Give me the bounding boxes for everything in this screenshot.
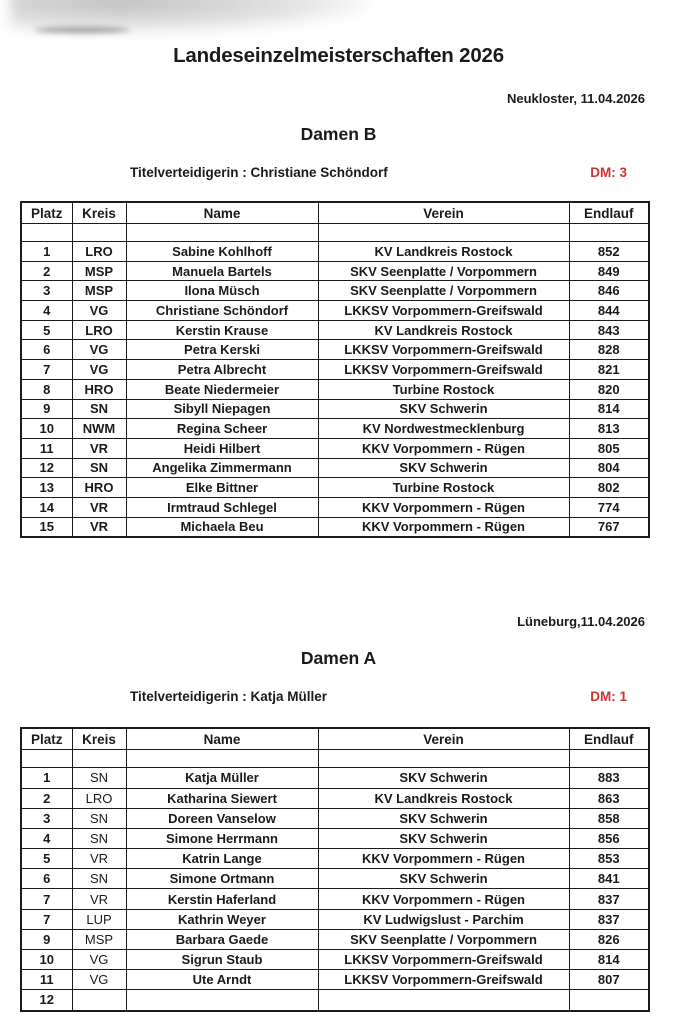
endlauf-cell: 843 [569,320,649,340]
table-row [21,828,649,848]
name-cell: Kathrin Weyer [126,909,318,929]
platz-cell: 10 [21,950,72,970]
platz-cell: 9 [21,399,72,419]
verein-cell: SKV Seenplatte / Vorpommern [318,929,569,949]
kreis-cell: SN [72,808,126,828]
section-heading: Damen B [300,124,377,144]
verein-cell: SKV Schwerin [318,399,569,419]
dm-count: DM: 1 [590,689,627,705]
name-cell: Ilona Müsch [126,281,318,301]
spacer-cell [21,224,72,242]
endlauf-cell: 863 [569,788,649,808]
endlauf-cell: 853 [569,849,649,869]
platz-cell: 7 [21,889,72,909]
endlauf-cell: 802 [569,478,649,498]
kreis-cell: VR [72,438,126,458]
platz-cell: 12 [21,458,72,478]
column-header: Platz [21,202,72,224]
kreis-cell: VG [72,360,126,380]
table-row [21,399,649,419]
platz-cell: 7 [21,909,72,929]
kreis-cell: VG [72,950,126,970]
platz-cell: 4 [21,828,72,848]
verein-cell: KV Landkreis Rostock [318,242,569,262]
document-title: Landeseinzelmeisterschaften 2026 [173,44,504,67]
titleholder-label: Titelverteidigerin : Katja Müller [130,689,328,705]
platz-cell: 2 [21,261,72,281]
verein-cell: KV Nordwestmecklenburg [318,419,569,439]
platz-cell: 5 [21,849,72,869]
kreis-cell: HRO [72,478,126,498]
table-row [21,768,649,788]
table-row [21,438,649,458]
column-header: Endlauf [569,202,649,224]
table-row [21,909,649,929]
kreis-cell: MSP [72,929,126,949]
platz-cell: 11 [21,970,72,990]
verein-cell: SKV Schwerin [318,808,569,828]
endlauf-cell: 837 [569,889,649,909]
table-row [21,360,649,380]
column-header: Name [126,728,318,750]
header-row [21,202,649,224]
endlauf-cell [569,990,649,1011]
column-header: Verein [318,202,569,224]
titleholder-row [0,689,677,704]
name-cell: Petra Kerski [126,340,318,360]
column-header: Kreis [72,202,126,224]
platz-cell: 10 [21,419,72,439]
endlauf-cell: 813 [569,419,649,439]
platz-cell: 14 [21,497,72,517]
endlauf-cell: 805 [569,438,649,458]
verein-cell: KKV Vorpommern - Rügen [318,438,569,458]
endlauf-cell: 837 [569,909,649,929]
verein-cell: KKV Vorpommern - Rügen [318,517,569,537]
results-table-damen-a [20,727,650,1011]
platz-cell: 3 [21,281,72,301]
kreis-cell: SN [72,828,126,848]
platz-cell: 1 [21,242,72,262]
kreis-cell: HRO [72,379,126,399]
table-row [21,320,649,340]
platz-cell: 8 [21,379,72,399]
platz-cell: 13 [21,478,72,498]
column-header: Endlauf [569,728,649,750]
kreis-cell: SN [72,869,126,889]
kreis-cell: LRO [72,788,126,808]
kreis-cell: VR [72,849,126,869]
name-cell: Elke Bittner [126,478,318,498]
table-row [21,340,649,360]
verein-cell: KV Ludwigslust - Parchim [318,909,569,929]
section-damen-b [0,92,677,538]
name-cell: Katharina Siewert [126,788,318,808]
platz-cell: 1 [21,768,72,788]
table-row [21,950,649,970]
location-date: Lüneburg,11.04.2026 [517,614,645,630]
platz-cell: 2 [21,788,72,808]
titleholder-label: Titelverteidigerin : Christiane Schöndorf [130,165,388,180]
name-cell: Barbara Gaede [126,929,318,949]
table-row [21,261,649,281]
table-row [21,788,649,808]
table-row [21,419,649,439]
platz-cell: 7 [21,360,72,380]
platz-cell: 5 [21,320,72,340]
verein-cell: SKV Seenplatte / Vorpommern [318,261,569,281]
verein-cell [318,990,569,1011]
kreis-cell: MSP [72,261,126,281]
endlauf-cell: 846 [569,281,649,301]
spacer-cell [126,750,318,768]
kreis-cell: SN [72,458,126,478]
results-table-damen-b [20,201,650,538]
column-header: Kreis [72,728,126,750]
location-date: Neukloster, 11.04.2026 [506,91,645,106]
spacer-cell [318,224,569,242]
table-row [21,849,649,869]
endlauf-cell: 844 [569,301,649,321]
kreis-cell: SN [72,768,126,788]
name-cell: Katja Müller [126,768,318,788]
table-row [21,889,649,909]
name-cell: Sabine Kohlhoff [126,242,318,262]
verein-cell: LKKSV Vorpommern-Greifswald [318,950,569,970]
spacer-cell [569,224,649,242]
endlauf-cell: 826 [569,929,649,949]
table-row [21,990,649,1011]
platz-cell: 6 [21,869,72,889]
kreis-cell: LRO [72,242,126,262]
spacer-cell [318,750,569,768]
table-row [21,478,649,498]
endlauf-cell: 814 [569,950,649,970]
verein-cell: SKV Schwerin [318,869,569,889]
endlauf-cell: 804 [569,458,649,478]
platz-cell: 3 [21,808,72,828]
spacer-cell [72,224,126,242]
endlauf-cell: 774 [569,497,649,517]
platz-cell: 6 [21,340,72,360]
section-heading: Damen A [300,648,377,669]
spacer-row [21,224,649,242]
name-cell: Ute Arndt [126,970,318,990]
column-header: Name [126,202,318,224]
verein-cell: LKKSV Vorpommern-Greifswald [318,360,569,380]
table-row [21,458,649,478]
table-row [21,379,649,399]
endlauf-cell: 828 [569,340,649,360]
endlauf-cell: 814 [569,399,649,419]
endlauf-cell: 856 [569,828,649,848]
verein-cell: Turbine Rostock [318,478,569,498]
name-cell: Simone Ortmann [126,869,318,889]
verein-cell: KV Landkreis Rostock [318,320,569,340]
name-cell: Regina Scheer [126,419,318,439]
platz-cell: 12 [21,990,72,1011]
verein-cell: SKV Schwerin [318,768,569,788]
name-cell [126,990,318,1011]
name-cell: Sigrun Staub [126,950,318,970]
table-row [21,281,649,301]
name-cell: Heidi Hilbert [126,438,318,458]
kreis-cell: LUP [72,909,126,929]
name-cell: Beate Niedermeier [126,379,318,399]
table-row [21,869,649,889]
name-cell: Manuela Bartels [126,261,318,281]
table-row [21,497,649,517]
verein-cell: KV Landkreis Rostock [318,788,569,808]
spacer-cell [569,750,649,768]
name-cell: Kerstin Haferland [126,889,318,909]
endlauf-cell: 849 [569,261,649,281]
dm-count: DM: 3 [590,165,627,180]
titleholder-row [0,165,677,180]
endlauf-cell: 841 [569,869,649,889]
kreis-cell: LRO [72,320,126,340]
header-row [21,728,649,750]
endlauf-cell: 767 [569,517,649,537]
platz-cell: 4 [21,301,72,321]
verein-cell: KKV Vorpommern - Rügen [318,889,569,909]
verein-cell: KKV Vorpommern - Rügen [318,849,569,869]
endlauf-cell: 883 [569,768,649,788]
table-row [21,242,649,262]
name-cell: Irmtraud Schlegel [126,497,318,517]
name-cell: Angelika Zimmermann [126,458,318,478]
verein-cell: KKV Vorpommern - Rügen [318,497,569,517]
platz-cell: 11 [21,438,72,458]
table-row [21,970,649,990]
section-damen-a [0,615,677,1011]
table-row [21,301,649,321]
verein-cell: LKKSV Vorpommern-Greifswald [318,301,569,321]
endlauf-cell: 821 [569,360,649,380]
name-cell: Sibyll Niepagen [126,399,318,419]
name-cell: Simone Herrmann [126,828,318,848]
kreis-cell: MSP [72,281,126,301]
endlauf-cell: 858 [569,808,649,828]
name-cell: Katrin Lange [126,849,318,869]
kreis-cell [72,990,126,1011]
spacer-row [21,750,649,768]
kreis-cell: VR [72,497,126,517]
verein-cell: Turbine Rostock [318,379,569,399]
table-row [21,808,649,828]
verein-cell: LKKSV Vorpommern-Greifswald [318,340,569,360]
platz-cell: 9 [21,929,72,949]
spacer-cell [126,224,318,242]
kreis-cell: VR [72,889,126,909]
kreis-cell: SN [72,399,126,419]
spacer-cell [21,750,72,768]
spacer-cell [72,750,126,768]
kreis-cell: VR [72,517,126,537]
table-row [21,929,649,949]
kreis-cell: VG [72,970,126,990]
platz-cell: 15 [21,517,72,537]
name-cell: Kerstin Krause [126,320,318,340]
endlauf-cell: 820 [569,379,649,399]
verein-cell: SKV Seenplatte / Vorpommern [318,281,569,301]
name-cell: Michaela Beu [126,517,318,537]
name-cell: Petra Albrecht [126,360,318,380]
column-header: Verein [318,728,569,750]
verein-cell: LKKSV Vorpommern-Greifswald [318,970,569,990]
kreis-cell: VG [72,301,126,321]
name-cell: Christiane Schöndorf [126,301,318,321]
column-header: Platz [21,728,72,750]
endlauf-cell: 807 [569,970,649,990]
name-cell: Doreen Vanselow [126,808,318,828]
verein-cell: SKV Schwerin [318,458,569,478]
table-row [21,517,649,537]
endlauf-cell: 852 [569,242,649,262]
kreis-cell: NWM [72,419,126,439]
kreis-cell: VG [72,340,126,360]
verein-cell: SKV Schwerin [318,828,569,848]
